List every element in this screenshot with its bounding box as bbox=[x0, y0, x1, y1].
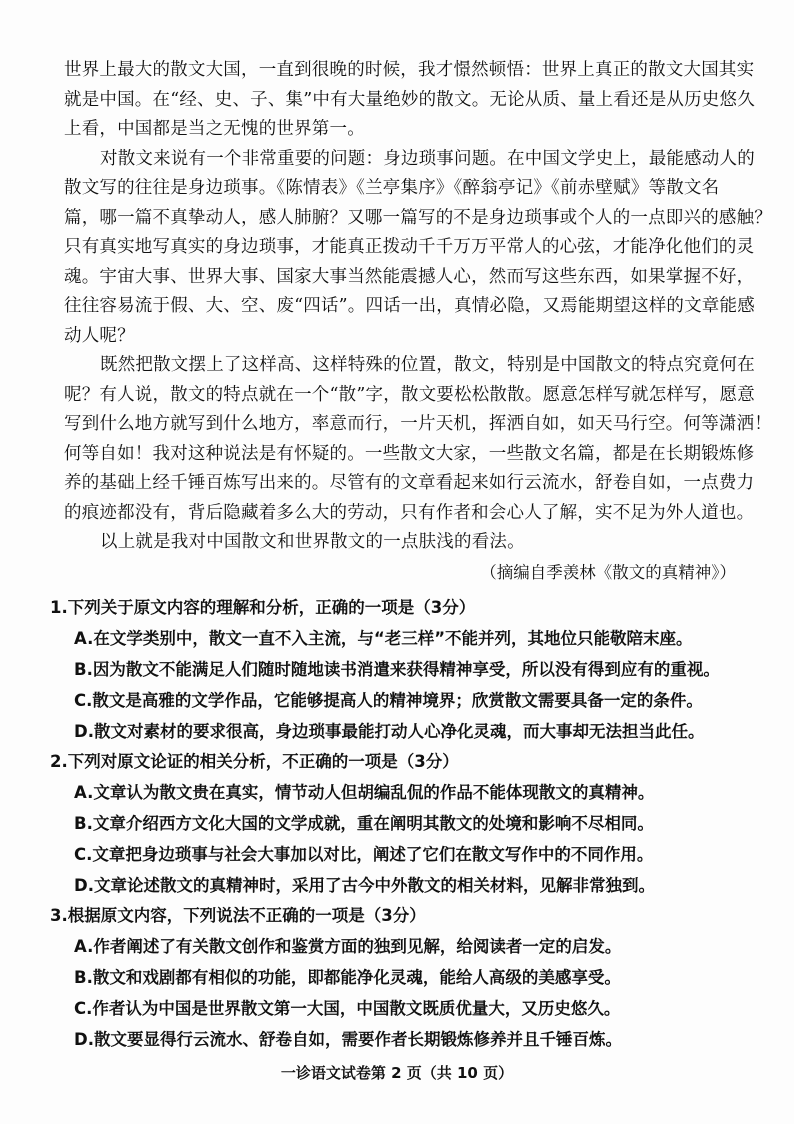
passage-line: 篇，哪一篇不真挚动人，感人肺腑？又哪一篇写的不是身边琐事或个人的一点即兴的感触？ bbox=[64, 207, 772, 228]
passage-line: 的痕迹都没有，背后隐藏着多么大的劳动，只有作者和会心人了解，实不足为外人道也。 bbox=[64, 502, 755, 523]
passage-line: 往往容易流于假、大、空、废“四话”。四话一出，真情必隐，又焉能期望这样的文章能感 bbox=[64, 296, 755, 316]
passage-line: 写到什么地方就写到什么地方，率意而行，一片天机，挥洒自如，如天马行空。何等潇洒！ bbox=[64, 414, 772, 434]
passage-line: 就是中国。在“经、史、子、集”中有大量绝妙的散文。无论从质、量上看还是从历史悠久 bbox=[64, 89, 755, 110]
question-option: C.作者认为中国是世界散文第一大国，中国散文既质优量大，又历史悠久。 bbox=[74, 999, 621, 1018]
passage-line: 何等自如！我对这种说法是有怀疑的。一些散文大家，一些散文名篇，都是在长期锻炼修 bbox=[64, 443, 755, 464]
question-stem: 2.下列对原文论证的相关分析，不正确的一项是（3分） bbox=[50, 752, 459, 771]
question-option: D.文章论述散文的真精神时，采用了古今中外散文的相关材料，见解非常独到。 bbox=[74, 876, 655, 895]
passage-line: 上看，中国都是当之无愧的世界第一。 bbox=[64, 119, 365, 139]
question-option: D.散文对素材的要求很高，身边琐事最能打动人心净化灵魂，而大事却无法担当此任。 bbox=[74, 722, 705, 741]
passage-line: 动人呢？ bbox=[64, 325, 135, 346]
passage-line: 魂。宇宙大事、世界大事、国家大事当然能震撼人心，然而写这些东西，如果掌握不好， bbox=[64, 266, 755, 287]
question-stem: 1.下列关于原文内容的理解和分析，正确的一项是（3分） bbox=[50, 598, 476, 617]
passage-line: 养的基础上经千锤百炼写出来的。尽管有的文章看起来如行云流水，舒卷自如，一点费力 bbox=[64, 473, 755, 493]
page-footer: 一诊语文试卷第 2 页（共 10 页） bbox=[280, 1064, 514, 1082]
question-stem: 3.根据原文内容，下列说法不正确的一项是（3分） bbox=[50, 906, 426, 925]
passage-line: 散文写的往往是身边琐事。《陈情表》《兰亭集序》《醉翁亭记》《前赤壁赋》等散文名 bbox=[64, 178, 720, 198]
question-option: C.文章把身边琐事与社会大事加以对比，阐述了它们在散文写作中的不同作用。 bbox=[74, 845, 654, 864]
question-option: C.散文是高雅的文学作品，它能够提高人的精神境界；欣赏散文需要具备一定的条件。 bbox=[74, 691, 703, 710]
question-list bbox=[50, 593, 750, 1055]
question-option: B.因为散文不能满足人们随时随地读书消遣来获得精神享受，所以没有得到应有的重视。 bbox=[74, 660, 720, 679]
passage-source: （摘编自季羡林《散文的真精神》） bbox=[480, 562, 736, 582]
passage-line: 世界上最大的散文大国，一直到很晚的时候，我才憬然顿悟：世界上真正的散文大国其实 bbox=[64, 60, 755, 80]
question-option: B.散文和戏剧都有相似的功能，即都能净化灵魂，能给人高级的美感享受。 bbox=[74, 968, 621, 987]
question-option: B.文章介绍西方文化大国的文学成就，重在阐明其散文的处境和影响不尽相同。 bbox=[74, 814, 654, 833]
question-option: A.在文学类别中，散文一直不入主流，与“老三样”不能并列，其地位只能敬陪末座。 bbox=[74, 629, 693, 648]
passage-line: 以上就是我对中国散文和世界散文的一点肤浅的看法。 bbox=[100, 532, 525, 552]
reading-passage bbox=[64, 56, 772, 588]
passage-line: 只有真实地写真实的身边琐事，才能真正拨动千千万万平常人的心弦，才能净化他们的灵 bbox=[64, 237, 755, 257]
question-option: A.作者阐述了有关散文创作和鉴赏方面的独到见解，给阅读者一定的启发。 bbox=[74, 937, 622, 956]
passage-line: 既然把散文摆上了这样高、这样特殊的位置，散文，特别是中国散文的特点究竟何在 bbox=[100, 355, 755, 375]
passage-line: 呢？有人说，散文的特点就在一个“散”字，散文要松松散散。愿意怎样写就怎样写，愿意 bbox=[64, 384, 755, 405]
question-option: D.散文要显得行云流水、舒卷自如，需要作者长期锻炼修养并且千锤百炼。 bbox=[74, 1030, 622, 1049]
question-option: A.文章认为散文贵在真实，情节动人但胡编乱侃的作品不能体现散文的真精神。 bbox=[74, 783, 655, 802]
passage-line: 对散文来说有一个非常重要的问题：身边琐事问题。在中国文学史上，最能感动人的 bbox=[100, 148, 755, 169]
